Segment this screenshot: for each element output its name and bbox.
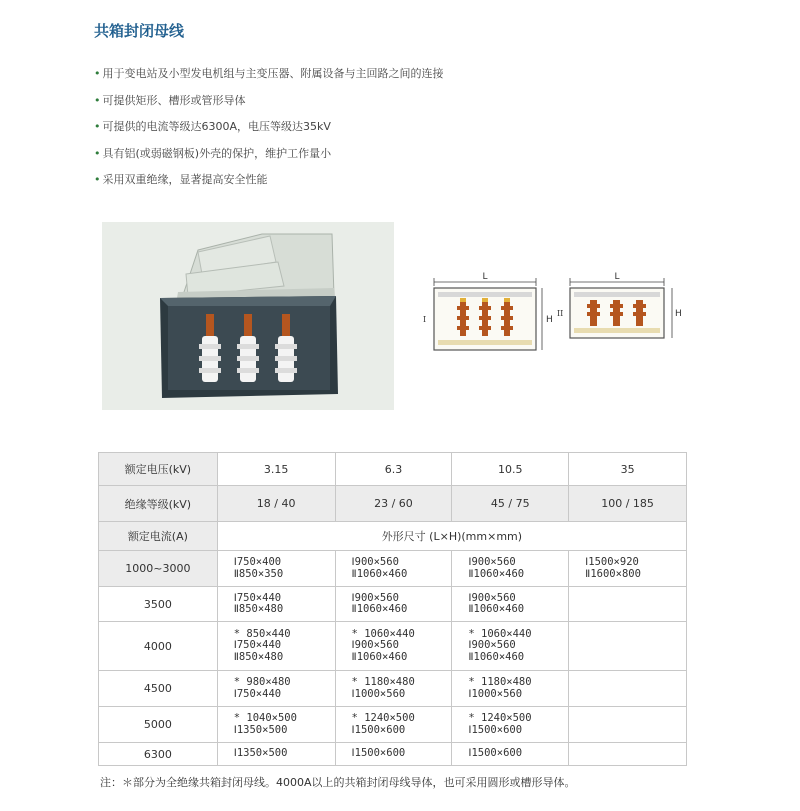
footnote: 注：＊部分为全绝缘共箱封闭母线。4000A以上的共箱封闭母线导体，也可采用圆形或槽形导体。 (100, 776, 576, 789)
dimension-cell: * 980×480 Ⅰ750×440 (233, 676, 291, 700)
bullet-icon: • (94, 120, 101, 133)
current-value: 3500 (99, 587, 218, 622)
current-value: 5000 (99, 707, 218, 743)
dim-l-label: L (482, 272, 488, 282)
dimension-cell: * 1180×480 Ⅰ1000×560 (468, 676, 532, 700)
voltage-value: 6.3 (335, 453, 452, 486)
insulation-value: 23 / 60 (335, 486, 452, 522)
dimension-cell: Ⅰ1350×500 (233, 747, 288, 760)
insulation-value: 18 / 40 (217, 486, 335, 522)
bullet-icon: • (94, 67, 101, 80)
current-value: 6300 (99, 743, 218, 766)
dimension-cell: * 1040×500 Ⅰ1350×500 (233, 712, 297, 736)
dimension-cell: * 1240×500 Ⅰ1500×600 (468, 712, 532, 736)
dimension-cell: * 1060×440 Ⅰ900×560 Ⅱ1060×460 (351, 627, 415, 663)
insulation-value: 45 / 75 (452, 486, 569, 522)
dimension-cell: Ⅰ900×560 Ⅱ1060×460 (351, 556, 408, 580)
dimension-cell: Ⅰ900×560 Ⅱ1060×460 (468, 556, 525, 580)
bullet-icon: • (94, 173, 101, 186)
spec-table (98, 452, 687, 766)
feature-list (94, 66, 444, 199)
table-row (99, 622, 687, 671)
dim-h-label: H (546, 315, 553, 325)
dimension-cell: * 1180×480 Ⅰ1000×560 (351, 676, 415, 700)
current-value: 4000 (99, 622, 218, 671)
table-row (99, 707, 687, 743)
voltage-value: 10.5 (452, 453, 569, 486)
dim-l-label: L (614, 272, 620, 282)
page-title: 共箱封闭母线 (94, 22, 185, 40)
type-ii-section-diagram (556, 270, 686, 360)
insulation-value: 100 / 185 (569, 486, 687, 522)
dimension-cell: Ⅰ900×560 Ⅱ1060×460 (351, 591, 408, 615)
busbar-product-photo (102, 222, 394, 410)
dimension-cell: * 850×440 Ⅰ750×440 Ⅱ850×480 (233, 627, 291, 663)
dimension-cell: * 1240×500 Ⅰ1500×600 (351, 712, 415, 736)
table-row (99, 587, 687, 622)
bullet-icon: • (94, 93, 101, 107)
dimension-label: 外形尺寸 (L×H)(mm×mm) (217, 522, 686, 551)
table-row (99, 743, 687, 766)
voltage-value: 3.15 (217, 453, 335, 486)
feature-item: • 具有铝(或弱磁钢板)外壳的保护，维护工作量小 (94, 146, 332, 160)
table-row (99, 671, 687, 707)
current-label: 额定电流(A) (99, 522, 218, 551)
dimension-cell: Ⅰ750×440 Ⅱ850×480 (233, 591, 284, 615)
voltage-row (99, 453, 687, 486)
dimension-cell: Ⅰ900×560 Ⅱ1060×460 (468, 591, 525, 615)
dimension-cell: Ⅰ1500×600 (468, 747, 523, 760)
table-row (99, 551, 687, 587)
dimension-cell: * 1060×440 Ⅰ900×560 Ⅱ1060×460 (468, 627, 532, 663)
current-value: 1000~3000 (99, 551, 218, 587)
dimension-cell: Ⅰ1500×920 Ⅱ1600×800 (585, 556, 641, 580)
dimension-header-row (99, 522, 687, 551)
dimension-cell: Ⅰ1500×600 (351, 747, 406, 760)
current-value: 4500 (99, 671, 218, 707)
insulation-label: 绝缘等级(kV) (99, 486, 218, 522)
feature-item: • 可提供的电流等级达6300A，电压等级达35kV (94, 120, 331, 133)
voltage-value: 35 (569, 453, 687, 486)
bullet-icon: • (94, 146, 101, 160)
dim-h-label: H (675, 309, 682, 319)
type-label: I (423, 315, 427, 324)
type-i-section-diagram (420, 270, 553, 360)
type-label: II (557, 309, 564, 318)
feature-item: • 可提供矩形、槽形或管形导体 (94, 93, 246, 107)
feature-item: • 采用双重绝缘，显著提高安全性能 (94, 173, 268, 186)
voltage-label: 额定电压(kV) (99, 453, 218, 486)
feature-item: • 用于变电站及小型发电机组与主变压器、附属设备与主回路之间的连接 (94, 67, 444, 80)
insulation-row (99, 486, 687, 522)
dimension-cell: Ⅰ750×400 Ⅱ850×350 (233, 556, 284, 580)
